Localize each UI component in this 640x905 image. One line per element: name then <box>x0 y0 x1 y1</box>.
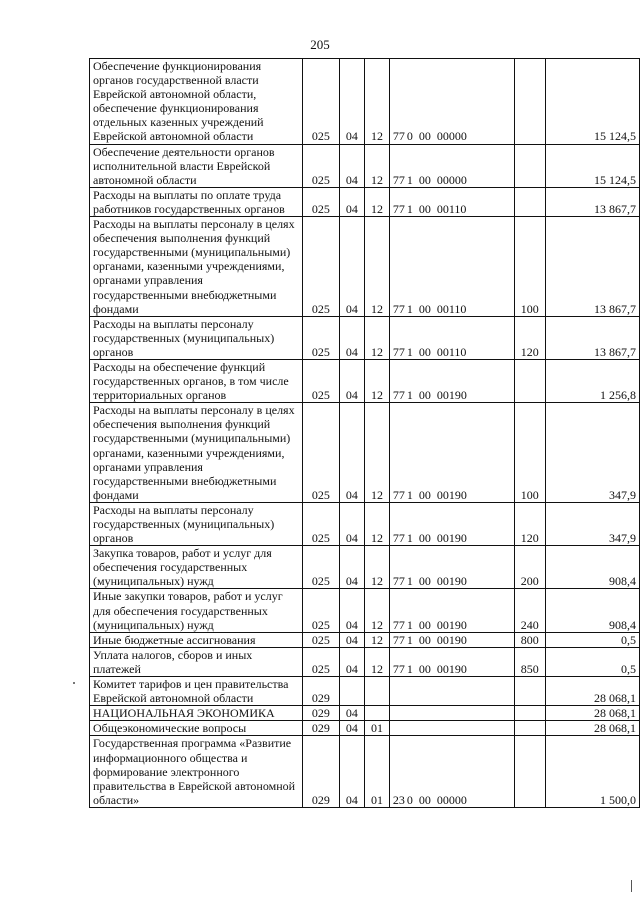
cell-expense-type-code <box>514 721 545 736</box>
target-article-segment: 1 <box>406 617 413 632</box>
cell-expense-type-code <box>514 187 545 216</box>
target-article-segment: 00190 <box>436 617 467 632</box>
cell-target-article-code <box>389 647 514 676</box>
target-article-segment: 1 <box>406 487 413 502</box>
target-article-segment: 00 <box>418 661 431 676</box>
target-article-segment: 77 <box>392 531 405 546</box>
cell-name: Общеэкономические вопросы <box>90 721 303 736</box>
budget-table <box>89 58 640 808</box>
cell-subsection-code <box>365 677 390 706</box>
cell-name: Обеспечение деятельности органов исполнительной власти Еврейской автономной области <box>90 144 303 187</box>
cell-subsection-code: 12 <box>365 144 390 187</box>
target-article-segment: 23 <box>392 792 405 807</box>
cell-name: Обеспечение функционирования органов государственной власти Еврейской автономной области, обеспечение функционирования отдельных казенных учреждений Еврейской автономной области <box>90 59 303 145</box>
target-article-segment: 00 <box>418 388 431 403</box>
target-article-segment: 00 <box>418 792 431 807</box>
table-row <box>90 736 640 807</box>
cell-administrator-code: 025 <box>303 187 339 216</box>
target-article-segment: 1 <box>406 632 413 647</box>
table-row <box>90 677 640 706</box>
table-row <box>90 502 640 545</box>
cell-amount: 1 256,8 <box>545 359 639 402</box>
cell-name: Расходы на выплаты по оплате труда работников государственных органов <box>90 187 303 216</box>
target-article-segment: 00 <box>418 172 431 187</box>
table-row <box>90 706 640 721</box>
cell-section-code: 04 <box>339 706 365 721</box>
cell-administrator-code: 025 <box>303 403 339 503</box>
cell-subsection-code: 12 <box>365 589 390 632</box>
cell-subsection-code: 12 <box>365 403 390 503</box>
target-article-segment: 77 <box>392 487 405 502</box>
target-article-segment: 1 <box>406 661 413 676</box>
cell-section-code: 04 <box>339 721 365 736</box>
cell-target-article-code <box>389 502 514 545</box>
cell-administrator-code: 025 <box>303 316 339 359</box>
target-article-segment: 00 <box>418 617 431 632</box>
cell-amount: 908,4 <box>545 546 639 589</box>
cell-administrator-code: 029 <box>303 721 339 736</box>
target-article-segment: 1 <box>406 172 413 187</box>
cell-target-article-code <box>389 359 514 402</box>
cell-section-code: 04 <box>339 736 365 807</box>
cell-amount: 13 867,7 <box>545 187 639 216</box>
target-article-segment: 00190 <box>436 487 467 502</box>
cell-section-code: 04 <box>339 647 365 676</box>
cell-name: Расходы на выплаты персоналу в целях обеспечения выполнения функций государственными (муниципальными) органами, казенными учреждениями, органами управления государственными внебюджетными фондами <box>90 403 303 503</box>
cell-amount: 1 500,0 <box>545 736 639 807</box>
target-article-segment: 00110 <box>436 201 467 216</box>
cell-amount: 28 068,1 <box>545 677 639 706</box>
cell-expense-type-code: 240 <box>514 589 545 632</box>
cell-expense-type-code <box>514 706 545 721</box>
cell-subsection-code: 01 <box>365 721 390 736</box>
scan-dot-mark <box>73 682 75 684</box>
cell-target-article-code <box>389 589 514 632</box>
cell-target-article-code <box>389 546 514 589</box>
cell-amount: 28 068,1 <box>545 721 639 736</box>
cell-amount: 0,5 <box>545 632 639 647</box>
table-row <box>90 403 640 503</box>
table-row <box>90 721 640 736</box>
target-article-segment: 1 <box>406 201 413 216</box>
cell-amount: 908,4 <box>545 589 639 632</box>
target-article-segment: 77 <box>392 301 405 316</box>
cell-expense-type-code: 850 <box>514 647 545 676</box>
cell-expense-type-code: 120 <box>514 316 545 359</box>
table-row <box>90 647 640 676</box>
cell-section-code: 04 <box>339 316 365 359</box>
target-article-segment: 00 <box>418 344 431 359</box>
table-row <box>90 632 640 647</box>
target-article-segment: 00 <box>418 632 431 647</box>
target-article-segment: 77 <box>392 617 405 632</box>
cell-amount: 13 867,7 <box>545 217 639 317</box>
cell-target-article-code <box>389 721 514 736</box>
cell-administrator-code: 025 <box>303 59 339 145</box>
cell-target-article-code <box>389 706 514 721</box>
target-article-segment: 00 <box>418 201 431 216</box>
table-row <box>90 316 640 359</box>
cell-section-code: 04 <box>339 502 365 545</box>
cell-administrator-code: 025 <box>303 502 339 545</box>
cell-administrator-code: 029 <box>303 677 339 706</box>
target-article-segment: 00 <box>418 574 431 589</box>
cell-administrator-code: 029 <box>303 706 339 721</box>
cell-name: НАЦИОНАЛЬНАЯ ЭКОНОМИКА <box>90 706 303 721</box>
scan-edge-mark <box>631 880 632 892</box>
target-article-segment: 77 <box>392 661 405 676</box>
target-article-segment: 00 <box>418 129 431 144</box>
cell-subsection-code: 12 <box>365 359 390 402</box>
cell-section-code: 04 <box>339 59 365 145</box>
target-article-segment: 77 <box>392 344 405 359</box>
cell-subsection-code: 12 <box>365 647 390 676</box>
target-article-segment: 1 <box>406 531 413 546</box>
target-article-segment: 77 <box>392 388 405 403</box>
cell-section-code: 04 <box>339 546 365 589</box>
cell-section-code <box>339 677 365 706</box>
target-article-segment: 00110 <box>436 301 467 316</box>
budget-table-body <box>90 59 640 808</box>
target-article-segment: 1 <box>406 301 413 316</box>
cell-target-article-code <box>389 217 514 317</box>
cell-name: Расходы на выплаты персоналу государственных (муниципальных) органов <box>90 316 303 359</box>
target-article-segment: 00000 <box>436 792 467 807</box>
cell-administrator-code: 029 <box>303 736 339 807</box>
cell-amount: 0,5 <box>545 647 639 676</box>
target-article-segment: 00 <box>418 531 431 546</box>
cell-target-article-code <box>389 632 514 647</box>
target-article-segment: 77 <box>392 172 405 187</box>
cell-target-article-code <box>389 144 514 187</box>
target-article-segment: 77 <box>392 632 405 647</box>
cell-administrator-code: 025 <box>303 632 339 647</box>
table-row <box>90 144 640 187</box>
target-article-segment: 00 <box>418 487 431 502</box>
cell-section-code: 04 <box>339 589 365 632</box>
cell-amount: 28 068,1 <box>545 706 639 721</box>
cell-subsection-code: 01 <box>365 736 390 807</box>
table-row <box>90 217 640 317</box>
target-article-segment: 0 <box>406 129 413 144</box>
target-article-segment: 77 <box>392 129 405 144</box>
target-article-segment: 00000 <box>436 129 467 144</box>
target-article-segment: 1 <box>406 344 413 359</box>
cell-name: Иные закупки товаров, работ и услуг для обеспечения государственных (муниципальных) нужд <box>90 589 303 632</box>
target-article-segment: 00 <box>418 301 431 316</box>
cell-target-article-code <box>389 677 514 706</box>
cell-administrator-code: 025 <box>303 546 339 589</box>
cell-administrator-code: 025 <box>303 359 339 402</box>
target-article-segment: 77 <box>392 201 405 216</box>
cell-target-article-code <box>389 316 514 359</box>
cell-name: Уплата налогов, сборов и иных платежей <box>90 647 303 676</box>
cell-section-code: 04 <box>339 359 365 402</box>
cell-subsection-code: 12 <box>365 632 390 647</box>
cell-subsection-code: 12 <box>365 217 390 317</box>
cell-expense-type-code <box>514 677 545 706</box>
target-article-segment: 00190 <box>436 661 467 676</box>
cell-subsection-code: 12 <box>365 546 390 589</box>
cell-amount: 15 124,5 <box>545 144 639 187</box>
target-article-segment: 1 <box>406 388 413 403</box>
target-article-segment: 00110 <box>436 344 467 359</box>
cell-name: Расходы на выплаты персоналу государственных (муниципальных) органов <box>90 502 303 545</box>
cell-subsection-code: 12 <box>365 59 390 145</box>
target-article-segment: 1 <box>406 574 413 589</box>
cell-section-code: 04 <box>339 187 365 216</box>
target-article-segment: 00190 <box>436 388 467 403</box>
table-row <box>90 59 640 145</box>
cell-amount: 15 124,5 <box>545 59 639 145</box>
cell-administrator-code: 025 <box>303 589 339 632</box>
cell-name: Закупка товаров, работ и услуг для обеспечения государственных (муниципальных) нужд <box>90 546 303 589</box>
target-article-segment: 00000 <box>436 172 467 187</box>
cell-section-code: 04 <box>339 403 365 503</box>
cell-section-code: 04 <box>339 144 365 187</box>
cell-target-article-code <box>389 736 514 807</box>
table-row <box>90 546 640 589</box>
cell-target-article-code <box>389 59 514 145</box>
cell-name: Государственная программа «Развитие информационного общества и формирование электронного правительства в Еврейской автономной области» <box>90 736 303 807</box>
table-row <box>90 359 640 402</box>
table-row <box>90 187 640 216</box>
cell-amount: 13 867,7 <box>545 316 639 359</box>
cell-amount: 347,9 <box>545 403 639 503</box>
cell-subsection-code: 12 <box>365 316 390 359</box>
target-article-segment: 77 <box>392 574 405 589</box>
cell-expense-type-code <box>514 359 545 402</box>
cell-name: Иные бюджетные ассигнования <box>90 632 303 647</box>
page-number: 205 <box>310 37 330 52</box>
table-row <box>90 589 640 632</box>
cell-target-article-code <box>389 403 514 503</box>
cell-expense-type-code: 100 <box>514 217 545 317</box>
cell-amount: 347,9 <box>545 502 639 545</box>
cell-section-code: 04 <box>339 217 365 317</box>
cell-name: Комитет тарифов и цен правительства Еврейской автономной области <box>90 677 303 706</box>
cell-administrator-code: 025 <box>303 647 339 676</box>
cell-expense-type-code: 100 <box>514 403 545 503</box>
cell-expense-type-code: 120 <box>514 502 545 545</box>
cell-subsection-code <box>365 706 390 721</box>
cell-expense-type-code <box>514 144 545 187</box>
target-article-segment: 0 <box>406 792 413 807</box>
target-article-segment: 00190 <box>436 531 467 546</box>
cell-name: Расходы на обеспечение функций государственных органов, в том числе территориальных органов <box>90 359 303 402</box>
cell-subsection-code: 12 <box>365 502 390 545</box>
target-article-segment: 00190 <box>436 574 467 589</box>
cell-target-article-code <box>389 187 514 216</box>
target-article-segment: 00190 <box>436 632 467 647</box>
cell-expense-type-code: 200 <box>514 546 545 589</box>
cell-administrator-code: 025 <box>303 144 339 187</box>
cell-expense-type-code <box>514 59 545 145</box>
cell-administrator-code: 025 <box>303 217 339 317</box>
cell-section-code: 04 <box>339 632 365 647</box>
cell-expense-type-code <box>514 736 545 807</box>
cell-expense-type-code: 800 <box>514 632 545 647</box>
cell-subsection-code: 12 <box>365 187 390 216</box>
cell-name: Расходы на выплаты персоналу в целях обеспечения выполнения функций государственными (муниципальными) органами, казенными учреждениями, органами управления государственными внебюджетными фондами <box>90 217 303 317</box>
